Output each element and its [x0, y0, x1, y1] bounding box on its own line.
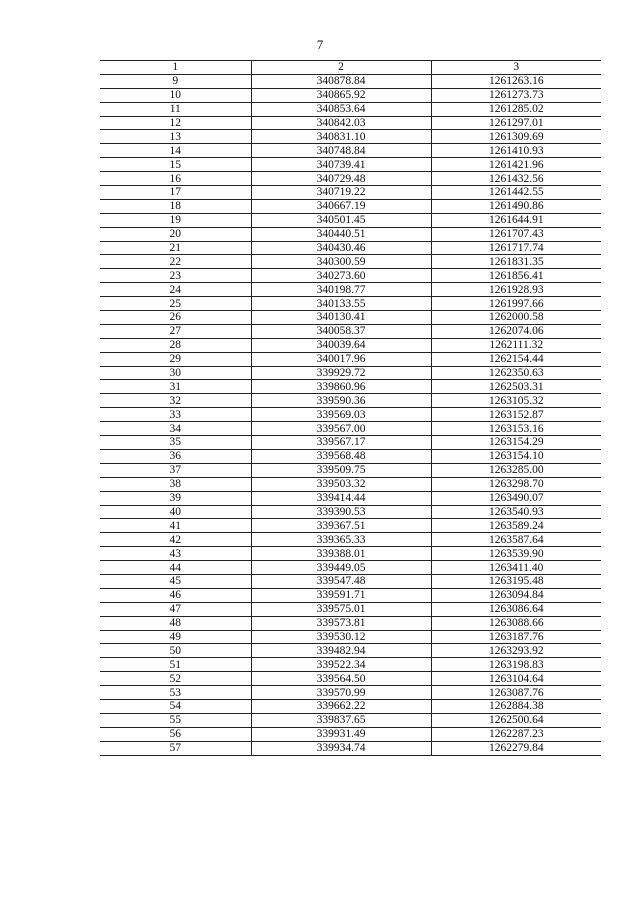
point-number-cell: 49 — [100, 630, 251, 644]
table-row — [100, 616, 601, 630]
point-number-cell: 48 — [100, 616, 251, 630]
x-coordinate-cell: 340719.22 — [251, 186, 431, 200]
y-coordinate-cell: 1263152.87 — [431, 408, 601, 422]
x-coordinate-cell: 339509.75 — [251, 463, 431, 477]
x-coordinate-cell: 339388.01 — [251, 547, 431, 561]
x-coordinate-cell: 340878.84 — [251, 74, 431, 88]
coordinates-table — [100, 60, 601, 756]
page-number: 7 — [316, 37, 324, 52]
table-row — [100, 255, 601, 269]
table-row — [100, 297, 601, 311]
y-coordinate-cell: 1263094.84 — [431, 588, 601, 602]
x-coordinate-cell: 339503.32 — [251, 477, 431, 491]
y-coordinate-cell: 1261442.55 — [431, 186, 601, 200]
point-number-cell: 21 — [100, 241, 251, 255]
table-row — [100, 699, 601, 713]
table-body — [100, 74, 601, 755]
point-number-cell: 55 — [100, 713, 251, 727]
x-coordinate-cell: 340853.64 — [251, 102, 431, 116]
y-coordinate-cell: 1261831.35 — [431, 255, 601, 269]
point-number-cell: 27 — [100, 324, 251, 338]
table-row — [100, 713, 601, 727]
y-coordinate-cell: 1262279.84 — [431, 741, 601, 755]
y-coordinate-cell: 1261432.56 — [431, 172, 601, 186]
y-coordinate-cell: 1263153.16 — [431, 422, 601, 436]
table-row — [100, 477, 601, 491]
table-row — [100, 199, 601, 213]
x-coordinate-cell: 339570.99 — [251, 686, 431, 700]
x-coordinate-cell: 339573.81 — [251, 616, 431, 630]
x-coordinate-cell: 339569.03 — [251, 408, 431, 422]
table-row — [100, 380, 601, 394]
column-header-2: 2 — [251, 61, 431, 75]
x-coordinate-cell: 340130.41 — [251, 311, 431, 325]
point-number-cell: 26 — [100, 311, 251, 325]
point-number-cell: 43 — [100, 547, 251, 561]
y-coordinate-cell: 1261928.93 — [431, 283, 601, 297]
table-row — [100, 324, 601, 338]
point-number-cell: 35 — [100, 436, 251, 450]
x-coordinate-cell: 339567.17 — [251, 436, 431, 450]
x-coordinate-cell: 340501.45 — [251, 213, 431, 227]
table-row — [100, 741, 601, 755]
table-row — [100, 658, 601, 672]
table-row — [100, 102, 601, 116]
table-row — [100, 352, 601, 366]
x-coordinate-cell: 339860.96 — [251, 380, 431, 394]
table-row — [100, 88, 601, 102]
table-row — [100, 672, 601, 686]
point-number-cell: 13 — [100, 130, 251, 144]
x-coordinate-cell: 339931.49 — [251, 727, 431, 741]
y-coordinate-cell: 1261410.93 — [431, 144, 601, 158]
x-coordinate-cell: 339929.72 — [251, 366, 431, 380]
y-coordinate-cell: 1261707.43 — [431, 227, 601, 241]
x-coordinate-cell: 340273.60 — [251, 269, 431, 283]
point-number-cell: 14 — [100, 144, 251, 158]
table-row — [100, 561, 601, 575]
table-row — [100, 366, 601, 380]
point-number-cell: 56 — [100, 727, 251, 741]
table-row — [100, 644, 601, 658]
table-row — [100, 519, 601, 533]
table-row — [100, 269, 601, 283]
table-row — [100, 338, 601, 352]
x-coordinate-cell: 340039.64 — [251, 338, 431, 352]
point-number-cell: 19 — [100, 213, 251, 227]
table-row — [100, 227, 601, 241]
y-coordinate-cell: 1261309.69 — [431, 130, 601, 144]
y-coordinate-cell: 1263198.83 — [431, 658, 601, 672]
point-number-cell: 29 — [100, 352, 251, 366]
y-coordinate-cell: 1261273.73 — [431, 88, 601, 102]
point-number-cell: 18 — [100, 199, 251, 213]
point-number-cell: 36 — [100, 449, 251, 463]
x-coordinate-cell: 339564.50 — [251, 672, 431, 686]
y-coordinate-cell: 1261263.16 — [431, 74, 601, 88]
y-coordinate-cell: 1262884.38 — [431, 699, 601, 713]
y-coordinate-cell: 1263539.90 — [431, 547, 601, 561]
point-number-cell: 39 — [100, 491, 251, 505]
table-row — [100, 630, 601, 644]
point-number-cell: 30 — [100, 366, 251, 380]
point-number-cell: 11 — [100, 102, 251, 116]
point-number-cell: 37 — [100, 463, 251, 477]
y-coordinate-cell: 1263154.10 — [431, 449, 601, 463]
x-coordinate-cell: 340133.55 — [251, 297, 431, 311]
y-coordinate-cell: 1263589.24 — [431, 519, 601, 533]
y-coordinate-cell: 1263088.66 — [431, 616, 601, 630]
table-row — [100, 408, 601, 422]
y-coordinate-cell: 1261997.66 — [431, 297, 601, 311]
table-row — [100, 491, 601, 505]
y-coordinate-cell: 1261285.02 — [431, 102, 601, 116]
y-coordinate-cell: 1263490.07 — [431, 491, 601, 505]
table-row — [100, 241, 601, 255]
table-row — [100, 727, 601, 741]
point-number-cell: 57 — [100, 741, 251, 755]
y-coordinate-cell: 1262000.58 — [431, 311, 601, 325]
y-coordinate-cell: 1262350.63 — [431, 366, 601, 380]
x-coordinate-cell: 340300.59 — [251, 255, 431, 269]
x-coordinate-cell: 339367.51 — [251, 519, 431, 533]
point-number-cell: 51 — [100, 658, 251, 672]
y-coordinate-cell: 1262500.64 — [431, 713, 601, 727]
x-coordinate-cell: 339547.48 — [251, 574, 431, 588]
point-number-cell: 52 — [100, 672, 251, 686]
point-number-cell: 50 — [100, 644, 251, 658]
point-number-cell: 53 — [100, 686, 251, 700]
y-coordinate-cell: 1263087.76 — [431, 686, 601, 700]
x-coordinate-cell: 340667.19 — [251, 199, 431, 213]
x-coordinate-cell: 340017.96 — [251, 352, 431, 366]
x-coordinate-cell: 339934.74 — [251, 741, 431, 755]
x-coordinate-cell: 339568.48 — [251, 449, 431, 463]
x-coordinate-cell: 340440.51 — [251, 227, 431, 241]
table-row — [100, 130, 601, 144]
y-coordinate-cell: 1263285.00 — [431, 463, 601, 477]
y-coordinate-cell: 1261644.91 — [431, 213, 601, 227]
x-coordinate-cell: 339390.53 — [251, 505, 431, 519]
y-coordinate-cell: 1263293.92 — [431, 644, 601, 658]
y-coordinate-cell: 1261490.86 — [431, 199, 601, 213]
point-number-cell: 54 — [100, 699, 251, 713]
y-coordinate-cell: 1261856.41 — [431, 269, 601, 283]
y-coordinate-cell: 1261297.01 — [431, 116, 601, 130]
column-header-1: 1 — [100, 61, 251, 75]
table-row — [100, 574, 601, 588]
x-coordinate-cell: 339575.01 — [251, 602, 431, 616]
point-number-cell: 47 — [100, 602, 251, 616]
table-header-row — [100, 61, 601, 75]
x-coordinate-cell: 339482.94 — [251, 644, 431, 658]
x-coordinate-cell: 340739.41 — [251, 158, 431, 172]
x-coordinate-cell: 339414.44 — [251, 491, 431, 505]
x-coordinate-cell: 340430.46 — [251, 241, 431, 255]
y-coordinate-cell: 1263540.93 — [431, 505, 601, 519]
x-coordinate-cell: 339662.22 — [251, 699, 431, 713]
x-coordinate-cell: 340842.03 — [251, 116, 431, 130]
y-coordinate-cell: 1263086.64 — [431, 602, 601, 616]
table-row — [100, 449, 601, 463]
y-coordinate-cell: 1261421.96 — [431, 158, 601, 172]
point-number-cell: 16 — [100, 172, 251, 186]
point-number-cell: 12 — [100, 116, 251, 130]
point-number-cell: 33 — [100, 408, 251, 422]
table-row — [100, 213, 601, 227]
y-coordinate-cell: 1263105.32 — [431, 394, 601, 408]
table-row — [100, 436, 601, 450]
table-row — [100, 394, 601, 408]
y-coordinate-cell: 1263104.64 — [431, 672, 601, 686]
x-coordinate-cell: 340748.84 — [251, 144, 431, 158]
x-coordinate-cell: 339837.65 — [251, 713, 431, 727]
table-row — [100, 602, 601, 616]
x-coordinate-cell: 339449.05 — [251, 561, 431, 575]
point-number-cell: 38 — [100, 477, 251, 491]
y-coordinate-cell: 1262111.32 — [431, 338, 601, 352]
table-row — [100, 463, 601, 477]
point-number-cell: 17 — [100, 186, 251, 200]
point-number-cell: 10 — [100, 88, 251, 102]
table-row — [100, 311, 601, 325]
y-coordinate-cell: 1263187.76 — [431, 630, 601, 644]
y-coordinate-cell: 1262074.06 — [431, 324, 601, 338]
y-coordinate-cell: 1263154.29 — [431, 436, 601, 450]
point-number-cell: 45 — [100, 574, 251, 588]
x-coordinate-cell: 340865.92 — [251, 88, 431, 102]
y-coordinate-cell: 1263587.64 — [431, 533, 601, 547]
point-number-cell: 41 — [100, 519, 251, 533]
point-number-cell: 34 — [100, 422, 251, 436]
table-row — [100, 533, 601, 547]
table-row — [100, 172, 601, 186]
y-coordinate-cell: 1262503.31 — [431, 380, 601, 394]
point-number-cell: 28 — [100, 338, 251, 352]
point-number-cell: 23 — [100, 269, 251, 283]
point-number-cell: 42 — [100, 533, 251, 547]
x-coordinate-cell: 339365.33 — [251, 533, 431, 547]
x-coordinate-cell: 339567.00 — [251, 422, 431, 436]
table-row — [100, 158, 601, 172]
point-number-cell: 46 — [100, 588, 251, 602]
point-number-cell: 22 — [100, 255, 251, 269]
x-coordinate-cell: 340729.48 — [251, 172, 431, 186]
x-coordinate-cell: 339522.34 — [251, 658, 431, 672]
table-row — [100, 74, 601, 88]
y-coordinate-cell: 1261717.74 — [431, 241, 601, 255]
table-row — [100, 144, 601, 158]
x-coordinate-cell: 339590.36 — [251, 394, 431, 408]
table-row — [100, 505, 601, 519]
point-number-cell: 32 — [100, 394, 251, 408]
table-row — [100, 422, 601, 436]
point-number-cell: 40 — [100, 505, 251, 519]
point-number-cell: 31 — [100, 380, 251, 394]
point-number-cell: 44 — [100, 561, 251, 575]
x-coordinate-cell: 339591.71 — [251, 588, 431, 602]
point-number-cell: 20 — [100, 227, 251, 241]
y-coordinate-cell: 1263195.48 — [431, 574, 601, 588]
table-row — [100, 283, 601, 297]
point-number-cell: 24 — [100, 283, 251, 297]
table-row — [100, 547, 601, 561]
table-row — [100, 588, 601, 602]
x-coordinate-cell: 339530.12 — [251, 630, 431, 644]
y-coordinate-cell: 1263298.70 — [431, 477, 601, 491]
y-coordinate-cell: 1262287.23 — [431, 727, 601, 741]
table-row — [100, 686, 601, 700]
point-number-cell: 9 — [100, 74, 251, 88]
table-row — [100, 186, 601, 200]
column-header-3: 3 — [431, 61, 601, 75]
point-number-cell: 25 — [100, 297, 251, 311]
x-coordinate-cell: 340198.77 — [251, 283, 431, 297]
y-coordinate-cell: 1263411.40 — [431, 561, 601, 575]
x-coordinate-cell: 340831.10 — [251, 130, 431, 144]
x-coordinate-cell: 340058.37 — [251, 324, 431, 338]
point-number-cell: 15 — [100, 158, 251, 172]
table-row — [100, 116, 601, 130]
y-coordinate-cell: 1262154.44 — [431, 352, 601, 366]
